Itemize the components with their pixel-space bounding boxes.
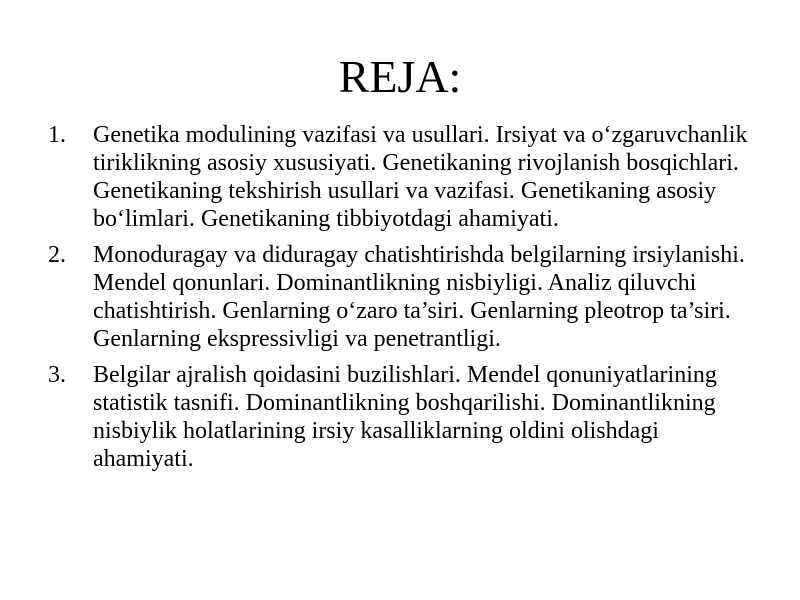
- item-text: Belgilar ajralish qoidasini buzilishlari. Mendel qonuniyatlarining statistik tasnifi. Dominantlikning boshqarilishi. Dominantlikning nisbiylik holatlarining irsiy kasalliklarning oldini olishdagi ahamiyati.: [93, 362, 717, 472]
- slide-title: REJA:: [338, 51, 462, 102]
- item-number: 1.: [48, 122, 66, 148]
- agenda-item-3: [48, 361, 748, 473]
- item-text: Genetika modulining vazifasi va usullari. Irsiyat va o‘zgaruvchanlik tiriklikning asosiy xususiyati. Genetikaning rivojlanish bosqichlari. Genetikaning tekshirish usullari va vazifasi. Genetikaning asosiy bo‘limlari. Genetikaning tibbiyotdagi ahamiyati.: [93, 122, 748, 232]
- item-number: 2.: [48, 242, 66, 268]
- item-number: 3.: [48, 362, 66, 388]
- agenda-item-1: [48, 121, 748, 233]
- agenda-list: [48, 121, 748, 481]
- agenda-item-2: [48, 241, 748, 353]
- item-text: Monoduragay va diduragay chatishtirishda belgilarning irsiylanishi. Mendel qonunlari. Dominantlikning nisbiyligi. Analiz qiluvchi chatishtirish. Genlarning o‘zaro ta’siri. Genlarning pleotrop ta’siri. Genlarning ekspressivligi va penetrantligi.: [93, 242, 745, 352]
